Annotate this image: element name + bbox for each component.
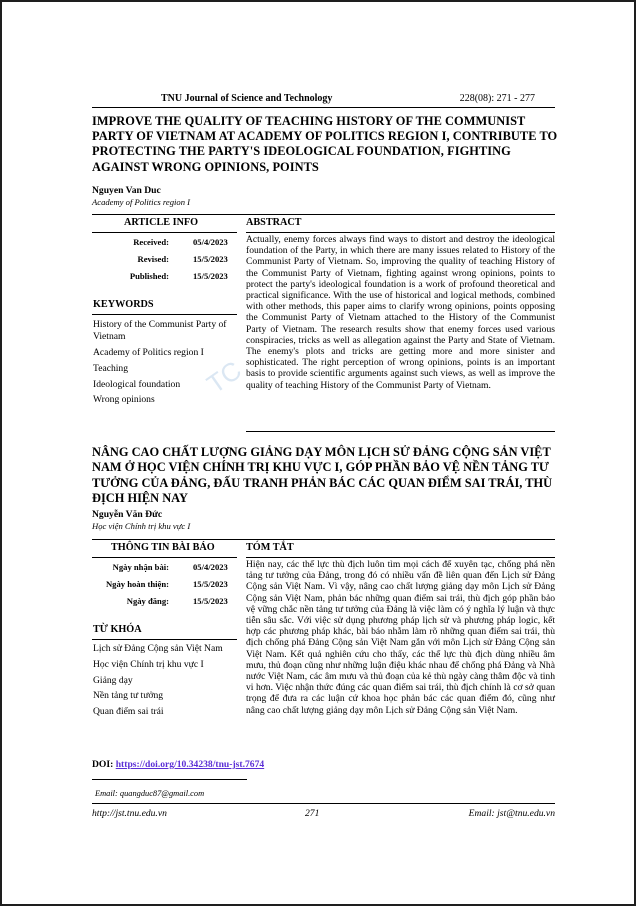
keyword: Teaching — [93, 362, 129, 374]
page-number: 271 — [305, 808, 320, 819]
doi-link[interactable]: https://doi.org/10.34238/tnu-jst.7674 — [115, 759, 265, 770]
info-rule — [92, 232, 237, 233]
abstract-end-rule — [246, 431, 555, 432]
english-title: IMPROVE THE QUALITY OF TEACHING HISTORY OF THE COMMUNIST PARTY OF VIETNAM AT ACADEMY OF POLITICS REGION I, CONTRIBUTE TO PROTECTING THE PARTY'S IDEOLOGICAL FOUNDATION, FIGHTING AGAINST WRONG OPINIONS, POINTS — [92, 114, 558, 174]
header-divider — [92, 107, 555, 108]
doi-line — [92, 759, 264, 770]
vietnamese-abstract: Hiện nay, các thế lực thù địch luôn tìm mọi cách để xuyên tạc, chống phá nền tảng tư tưởng của Đảng, trong đó có nhiều vấn đề liên quan đến Lịch sử Đảng Cộng sản Việt Nam. Vì vậy, nâng cao chất lượng giảng dạy môn Lịch sử Đảng Cộng sản Việt Nam, phản bác những quan điểm sai trái, thù địch góp phần bảo vệ vững chắc nền tảng tư tưởng của Đảng là việc làm có ý nghĩa lý luận và thực tiễn sâu sắc. Với việc sử dụng phương pháp lịch sử và phương pháp logic, kết hợp các phương pháp khác, bài báo nhằm làm rõ những quan điểm sai trái, thù địch chống phá Đảng Cộng sản Việt Nam gắn với môn Lịch sử Đảng Cộng sản Việt Nam. Kết quả nghiên cứu cho thấy, các thế lực thù địch dùng nhiều âm mưu, thủ đoạn cũng như những luận điệu khác nhau để chống phá Đảng và Nhà nước Việt Nam, các âm mưu và thủ đoạn của kẻ thù ngày càng thâm độc và tinh vi hơn. Việc nhận thức đúng các quan điểm sai trái, thù địch chính là cơ sở quan trọng để đưa ra các luận cứ khoa học phản bác các quan điểm đó, cũng như nâng cao chất lượng giảng dạy môn Lịch sử Đảng Cộng sản Việt Nam. — [246, 559, 555, 716]
vi-article-info-heading: THÔNG TIN BÀI BÁO — [111, 542, 215, 553]
journal-name: TNU Journal of Science and Technology — [161, 93, 333, 104]
doi-label: DOI: — [92, 759, 116, 770]
english-author: Nguyen Van Duc — [92, 185, 161, 196]
keywords-list — [93, 319, 243, 410]
vietnamese-title: NÂNG CAO CHẤT LƯỢNG GIẢNG DẠY MÔN LỊCH SỬ ĐẢNG CỘNG SẢN VIỆT NAM Ở HỌC VIỆN CHÍNH TRỊ KHU VỰC I, GÓP PHẦN BẢO VỆ NỀN TẢNG TƯ TƯỞNG CỦA ĐẢNG, ĐẤU TRANH PHẢN BÁC CÁC QUAN ĐIỂM SAI TRÁI, THÙ ĐỊCH HIỆN NAY — [92, 445, 553, 505]
document-page: TC TNU Journal of Science and Technology 228(08): 271 - 277 IMPROVE THE QUALITY OF TEACHING HISTORY OF THE COMMUNIST PARTY OF VIETNAM AT ACADEMY OF POLITICS REGION I, CONTRIBUTE TO PROTECTING THE PARTY'S IDEOLOGICAL FOUNDATION, FIGHTING AGAINST WRONG OPINIONS, POINTS Nguyen Van Duc Academy of Politics region I ARTICLE INFO ABSTRACT Received: 05/4/2023 Revised: 15/5/2023 Published: 15/5/2023 KEYWORDS History of the Communist Party of Vietnam Academy of Politics region I Teaching Ideological foundation Wrong opinions Actually, enemy forces always find ways to distort and destroy the ideological foundation of the Party, in which there are many issues related to History of the Communist Party of Vietnam. So, improving the quality of teaching History of the Communist Party of Vietnam, fighting against wrong opinions, points to protect the party's ideological foundation is a work of profound theoretical and practical significance. With the use of historical and logical methods, combined with other methods, this paper aims to clarify wrong opinions, points opposing the Communist Party of Vietnam attached to the History of the Communist Party of Vietnam. The research results show that enemy forces used various conspiracies, tricks as well as allegation against the Party and State of Vietnam. The enemy's plots and tricks are getting more and more sinister and sophisticated. The right perception of wrong opinions, points is an important basis to provide scientific arguments against such views, as well as improve the quality of teaching History of the Communist Party of Vietnam. NÂNG CAO CHẤT LƯỢNG GIẢNG DẠY MÔN LỊCH SỬ ĐẢNG CỘNG SẢN VIỆT NAM Ở HỌC VIỆN CHÍNH TRỊ KHU VỰC I, GÓP PHẦN BẢO VỆ NỀN TẢNG TƯ TƯỞNG CỦA ĐẢNG, ĐẤU TRANH PHẢN BÁC CÁC QUAN ĐIỂM SAI TRÁI, THÙ ĐỊCH HIỆN NAY Nguyễn Văn Đức Học viện Chính trị khu vực I THÔNG TIN BÀI BÁO TÓM TẮT Ngày nhận bài: 05/4/2023 Ngày hoàn thiện: 15/5/2023 Ngày đăng: 15/5/2023 TỪ KHÓA Lịch sử Đảng Cộng sản Việt Nam Học viện Chính trị khu vực I Giảng dạy Nền tảng tư tưởng Quan điểm sai trái Hiện nay, các thế lực thù địch luôn tìm mọi cách để xuyên tạc, chống phá nền tảng tư tưởng của Đảng, trong đó có nhiều vấn đề liên quan đến Lịch sử Đảng Cộng sản Việt Nam. Vì vậy, nâng cao chất lượng giảng dạy môn Lịch sử Đảng Cộng sản Việt Nam, phản bác những quan điểm sai trái, thù địch góp phần bảo vệ vững chắc nền tảng tư tưởng của Đảng là việc làm có ý nghĩa lý luận và thực tiễn sâu sắc. Với việc sử dụng phương pháp lịch sử và phương pháp logic, kết hợp các phương pháp khác, bài báo nhằm làm rõ những quan điểm sai trái, thù địch chống phá Đảng Cộng sản Việt Nam gắn với môn Lịch sử Đảng Cộng sản Việt Nam. Kết quả nghiên cứu cho thấy, các thế lực thù địch dùng nhiều âm mưu, thủ đoạn cũng như những luận điệu khác nhau để chống phá Đảng và Nhà nước Việt Nam, các âm mưu và thủ đoạn của kẻ thù ngày càng thâm độc và tinh vi hơn. Việc nhận thức đúng các quan điểm sai trái, thù địch chính là cơ sở quan trọng để đưa ra các luận cứ khoa học phản bác các quan điểm đó, cũng như nâng cao chất lượng giảng dạy môn Lịch sử Đảng Cộng sản Việt Nam. DOI: https://doi.org/10.34238/tnu-jst.7674 Email: quangduc87@gmail.com http://jst.tnu.edu.vn 271 Email: jst@tnu.edu.vn — [2, 2, 634, 904]
vi-abstract-rule — [246, 557, 555, 558]
keywords-rule — [92, 314, 237, 315]
author-email: Email: quangduc87@gmail.com — [95, 789, 205, 798]
footer-divider — [92, 803, 555, 804]
keyword: Nền tảng tư tưởng — [93, 690, 164, 702]
section-top-rule — [92, 214, 555, 215]
running-header — [92, 93, 555, 107]
english-affiliation: Academy of Politics region I — [92, 197, 191, 207]
keyword: Giảng dạy — [93, 674, 133, 686]
english-abstract: Actually, enemy forces always find ways to distort and destroy the ideological foundation of the Party, in which there are many issues related to History of the Communist Party of Vietnam. So, improving the quality of teaching History of the Communist Party of Vietnam, fighting against wrong opinions, points to protect the party's ideological foundation is a work of profound theoretical and practical significance. With the use of historical and logical methods, combined with other methods, this paper aims to clarify wrong opinions, points opposing the Communist Party of Vietnam attached to the History of the Communist Party of Vietnam. The research results show that enemy forces used various conspiracies, tricks as well as allegation against the Party and State of Vietnam. The enemy's plots and tricks are getting more and more sinister and sophisticated. The right perception of wrong opinions, points is an important basis to provide scientific arguments against such views, as well as improve the quality of teaching History of the Communist Party of Vietnam. — [246, 234, 555, 391]
vietnamese-affiliation: Học viện Chính trị khu vực I — [92, 521, 191, 531]
keyword: Wrong opinions — [93, 394, 155, 406]
abstract-heading: ABSTRACT — [246, 217, 302, 228]
keyword: Quan điểm sai trái — [93, 706, 164, 718]
abstract-rule — [246, 232, 555, 233]
vi-info-rule — [92, 557, 237, 558]
vi-keywords-rule — [92, 639, 237, 640]
vi-section-top-rule — [92, 539, 555, 540]
footer-email: Email: jst@tnu.edu.vn — [468, 808, 555, 819]
article-info-heading: ARTICLE INFO — [124, 217, 199, 228]
vi-keywords-heading: TỪ KHÓA — [93, 624, 142, 635]
watermark: TC — [201, 354, 247, 400]
keyword: History of the Communist Party of Vietnam — [93, 319, 227, 343]
keywords-heading: KEYWORDS — [93, 299, 154, 310]
footer-website: http://jst.tnu.edu.vn — [92, 808, 167, 819]
keyword: Lịch sử Đảng Cộng sản Việt Nam — [93, 643, 223, 654]
vi-abstract-heading: TÓM TẮT — [246, 542, 294, 553]
keyword: Ideological foundation — [93, 378, 181, 390]
footnote-divider — [92, 779, 247, 780]
keyword: Academy of Politics region I — [93, 347, 204, 358]
issue-pages: 228(08): 271 - 277 — [459, 93, 535, 104]
vi-keywords-list — [93, 643, 243, 722]
vietnamese-author: Nguyễn Văn Đức — [92, 509, 163, 520]
keyword: Học viện Chính trị khu vực I — [93, 658, 204, 670]
